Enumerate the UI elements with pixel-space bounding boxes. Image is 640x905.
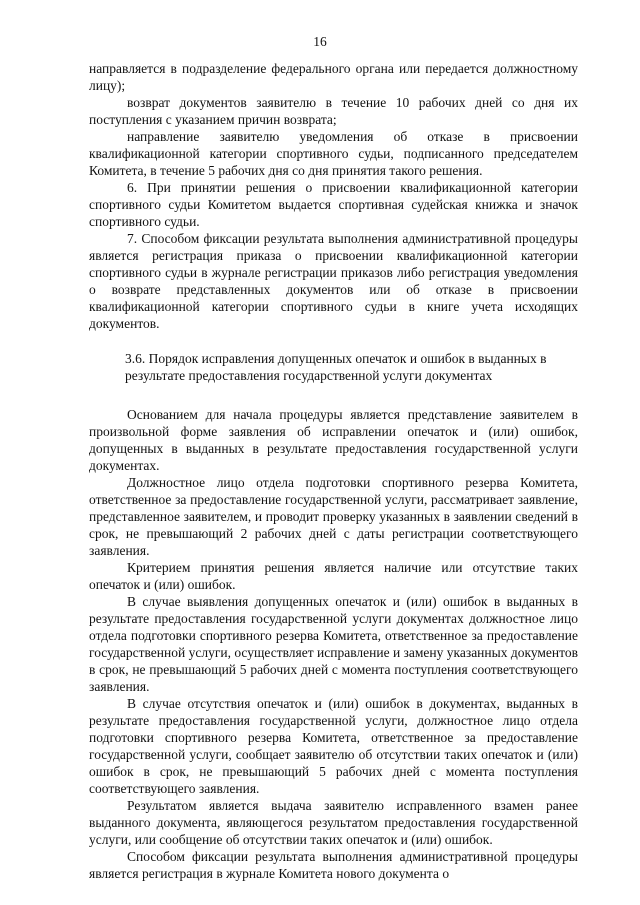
paragraph-fixation: Способом фиксации результата выполнения административной процедуры является регистрация в журнале Комитета нового документа о — [89, 849, 578, 881]
paragraph-return-documents: возврат документов заявителю в течение 10 рабочих дней со дня их поступления с указанием причин возврата; — [89, 95, 578, 127]
paragraph-item-7: 7. Способом фиксации результата выполнения административной процедуры является регистрация приказа о присвоении квалификационной категории спортивного судьи в журнале регистрации приказов либо регистрация уведомления о возврате представленных документов или об отказе в присвоении квалификационной категории спортивного судьи в книге учета исходящих документов. — [89, 231, 578, 331]
paragraph-result: Результатом является выдача заявителю исправленного взамен ранее выданного документа, являющегося результатом предоставления государственной услуги, или сообщение об отсутствии таких опечаток и (или) ошибок. — [89, 798, 578, 847]
paragraph-official-review: Должностное лицо отдела подготовки спортивного резерва Комитета, ответственное за предоставление государственной услуги, рассматривает заявление, представленное заявителем, и проводит проверку указанных в заявлении сведений в срок, не превышающий 2 рабочих дней с даты регистрации соответствующего заявления. — [89, 475, 578, 558]
paragraph-errors-found: В случае выявления допущенных опечаток и (или) ошибок в выданных в результате предоставления государственной услуги документах должностное лицо отдела подготовки спортивного резерва Комитета, ответственное за предоставление государственной услуги, осуществляет исправление и замену указанных документов в срок, не превышающий 5 рабочих дней с момента поступления соответствующего заявления. — [89, 594, 578, 694]
paragraph-item-6: 6. При принятии решения о присвоении квалификационной категории спортивного судьи Комитетом выдается спортивная судейская книжка и значок спортивного судьи. — [89, 180, 578, 229]
section-heading: 3.6. Порядок исправления допущенных опечаток и ошибок в выданных в результате предоставления государственной услуги документах — [125, 351, 547, 383]
paragraph-refusal-notice: направление заявителю уведомления об отказе в присвоении квалификационной категории спортивного судьи, подписанного председателем Комитета, в течение 5 рабочих дня со дня принятия такого решения. — [89, 129, 578, 178]
paragraph-criterion: Критерием принятия решения является наличие или отсутствие таких опечаток и (или) ошибок. — [89, 560, 578, 592]
page-number: 16 — [313, 34, 327, 49]
paragraph-basis: Основанием для начала процедуры является представление заявителем в произвольной форме заявления об исправлении опечаток и (или) ошибок, допущенных в выданных в результате предоставления государственной услуги документах. — [89, 407, 578, 473]
paragraph-forwarding: направляется в подразделение федерального органа или передается должностному лицу); — [89, 61, 578, 93]
paragraph-no-errors: В случае отсутствия опечаток и (или) ошибок в документах, выданных в результате предоставления государственной услуги, должностное лицо отдела подготовки спортивного резерва Комитета, ответственное за предоставление государственной услуги, сообщает заявителю об отсутствии таких опечаток и (или) ошибок в срок, не превышающий 5 рабочих дней с момента поступления соответствующего заявления. — [89, 696, 578, 796]
document-body — [89, 60, 578, 882]
